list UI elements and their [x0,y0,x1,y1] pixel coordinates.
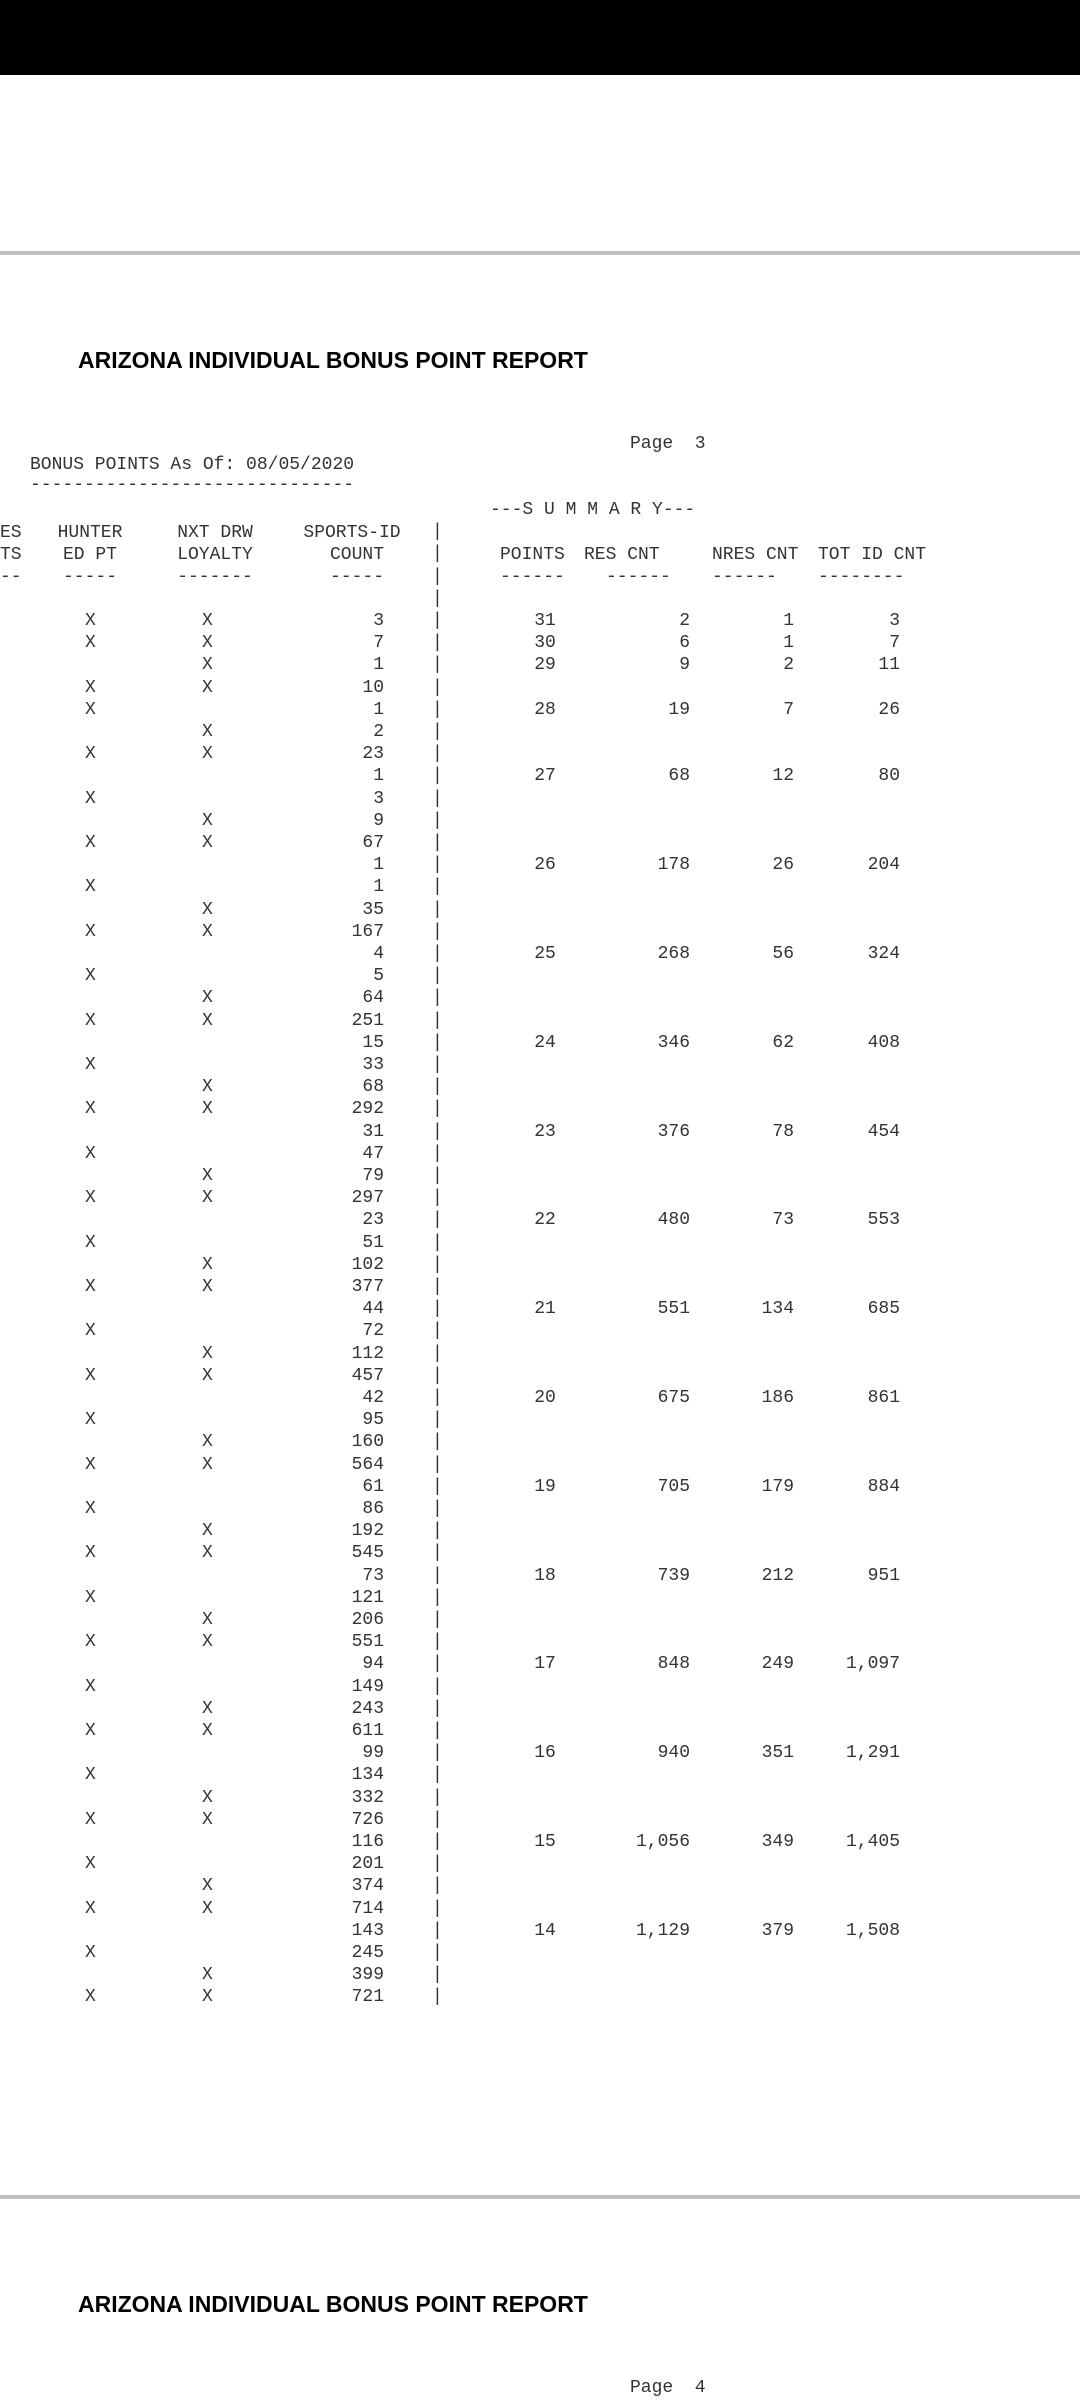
report-title-page-4: ARIZONA INDIVIDUAL BONUS POINT REPORT [78,2291,588,2317]
res-cnt-cell: 19 [668,699,690,720]
nxt-header-line-1: NXT DRW [177,523,253,543]
res-cnt-cell: 178 [657,855,690,876]
loyalty-cell: X [202,921,213,942]
loyalty-cell: X [202,1521,213,1542]
separator-pipe: | [432,1898,443,1919]
separator-pipe: | [432,833,443,853]
tot-id-cnt-cell: 324 [867,944,900,964]
separator-pipe: | [432,1166,443,1186]
separator-pipe: | [432,744,443,765]
res-cnt-cell: 551 [657,1299,690,1320]
count-cell: 112 [351,1343,384,1364]
points-cell: 19 [534,1476,556,1497]
loyalty-cell: X [202,1010,213,1031]
count-cell: 292 [351,1099,384,1120]
nres-cnt-cell: 179 [761,1476,794,1497]
hunter-cell: X [85,699,96,720]
tot-id-cnt-cell: 11 [878,655,900,676]
count-cell: 206 [351,1610,384,1630]
nres-cnt-cell: 134 [761,1299,794,1320]
separator-pipe: | [432,1987,443,2008]
separator-pipe: | [432,1809,443,1830]
separator-pipe: | [432,1299,443,1320]
loyalty-cell: X [202,1898,213,1919]
separator-pipe: | [432,1321,443,1342]
tot-id-cnt-cell: 553 [867,1210,900,1231]
res-cnt-cell: 2 [679,611,690,631]
count-cell: 99 [362,1743,384,1764]
hunter-cell: X [85,1277,96,1297]
nxt-header-line-3: ------- [177,567,253,587]
count-cell: 251 [351,1010,384,1031]
separator-pipe: | [432,899,443,920]
count-cell: 5 [373,966,384,987]
res-cnt-header: RES CNT [584,545,660,565]
count-cell: 545 [351,1543,384,1564]
tot-id-cnt-cell: 204 [867,855,900,876]
count-cell: 116 [351,1832,384,1852]
loyalty-cell: X [202,810,213,831]
loyalty-cell: X [202,1432,213,1453]
count-cell: 23 [362,1210,384,1231]
loyalty-cell: X [202,899,213,920]
summary-title: ---S U M M A R Y--- [490,500,696,520]
separator-pipe: | [432,1854,443,1875]
count-cell: 332 [351,1787,384,1808]
nres-cnt-cell: 78 [772,1121,794,1142]
hunter-header-line-2: ED PT [62,545,117,565]
points-cell: 25 [534,944,556,964]
points-cell: 23 [534,1121,556,1142]
hunter-header-line-3: ----- [62,567,117,587]
points-cell: 15 [534,1832,556,1852]
hunter-cell: X [85,611,96,631]
hunter-cell: X [85,1454,96,1475]
points-cell: 20 [534,1388,556,1408]
count-cell: 44 [362,1299,384,1320]
points-cell: 22 [534,1210,556,1231]
hunter-cell: X [85,1188,96,1209]
hunter-cell: X [85,1410,96,1431]
count-cell: 121 [351,1587,384,1608]
count-cell: 95 [362,1410,384,1431]
count-cell: 72 [362,1321,384,1342]
separator-pipe: | [432,1210,443,1231]
res-cnt-header-rule: ------ [606,567,671,587]
count-cell: 245 [351,1943,384,1963]
loyalty-cell: X [202,655,213,676]
points-cell: 27 [534,766,556,787]
sports-header-line-2: COUNT [329,545,384,565]
res-cnt-cell: 940 [657,1743,690,1764]
hunter-cell: X [85,1055,96,1075]
separator-pipe: | [432,1521,443,1542]
loyalty-cell: X [202,611,213,631]
separator-pipe: | [432,611,443,631]
hunter-cell: X [85,1632,96,1653]
count-cell: 3 [373,611,384,631]
res-cnt-cell: 739 [657,1565,690,1586]
tot-id-cnt-cell: 3 [889,611,900,631]
count-cell: 73 [362,1565,384,1586]
count-cell: 1 [373,655,384,676]
res-cnt-cell: 6 [679,633,690,654]
count-cell: 192 [351,1521,384,1542]
separator-pipe: | [432,1698,443,1719]
hunter-cell: X [85,1809,96,1830]
loyalty-cell: X [202,833,213,853]
separator-pipe: | [432,722,443,742]
count-cell: 67 [362,833,384,853]
tot-id-cnt-cell: 408 [867,1032,900,1053]
separator-pipe: | [432,1055,443,1075]
hunter-cell: X [85,1321,96,1342]
res-cnt-cell: 848 [657,1654,690,1675]
points-header: POINTS [500,545,565,565]
count-cell: 714 [351,1898,384,1919]
hunter-cell: X [85,921,96,942]
loyalty-cell: X [202,1721,213,1741]
count-cell: 1 [373,855,384,876]
count-cell: 94 [362,1654,384,1675]
separator-pipe: | [432,1343,443,1364]
hunter-cell: X [85,1365,96,1386]
res-cnt-cell: 1,056 [635,1832,690,1852]
count-cell: 9 [373,810,384,831]
res-cnt-cell: 1,129 [635,1920,690,1941]
as-of-underline: ------------------------------ [30,475,355,495]
count-cell: 721 [351,1987,384,2008]
tot-id-cnt-cell: 1,097 [845,1654,900,1675]
count-cell: 79 [362,1166,384,1186]
count-cell: 201 [351,1854,384,1875]
separator-pipe: | [432,1121,443,1142]
loyalty-cell: X [202,744,213,765]
separator-pipe: | [432,1565,443,1586]
separator-pipe: | [432,1254,443,1275]
separator-pipe: | [432,1920,443,1941]
loyalty-cell: X [202,1876,213,1897]
loyalty-cell: X [202,1077,213,1098]
nres-cnt-cell: 1 [783,611,794,631]
separator-pipe: | [432,944,443,964]
loyalty-cell: X [202,1166,213,1186]
cut-header-line-2: TS [0,545,22,565]
tot-id-cnt-cell: 1,405 [845,1832,900,1852]
separator-pipe: | [432,1099,443,1120]
count-cell: 3 [373,788,384,809]
res-cnt-cell: 9 [679,655,690,676]
separator-pipe: | [432,1832,443,1852]
count-cell: 243 [351,1698,384,1719]
loyalty-cell: X [202,722,213,742]
tot-id-cnt-cell: 1,508 [845,1920,900,1941]
count-cell: 1 [373,766,384,787]
count-cell: 86 [362,1499,384,1519]
separator-pipe: | [432,1232,443,1253]
count-cell: 51 [362,1232,384,1253]
loyalty-cell: X [202,1809,213,1830]
nres-cnt-header-rule: ------ [712,567,777,587]
hunter-cell: X [85,1676,96,1697]
loyalty-cell: X [202,1698,213,1719]
hunter-cell: X [85,1099,96,1120]
count-cell: 1 [373,699,384,720]
nres-cnt-cell: 186 [761,1388,794,1408]
separator-pipe: | [432,855,443,876]
separator-pipe: | [432,1587,443,1608]
hunter-cell: X [85,1543,96,1564]
hunter-header-line-1: HUNTER [57,523,123,543]
count-cell: 611 [351,1721,384,1741]
separator-pipe: | [432,1143,443,1164]
separator-pipe: | [432,699,443,720]
res-cnt-cell: 705 [657,1476,690,1497]
loyalty-cell: X [202,988,213,1009]
top-black-bar [0,0,1080,75]
separator-pipe: | [432,788,443,809]
count-cell: 15 [362,1032,384,1053]
count-cell: 399 [351,1965,384,1986]
loyalty-cell: X [202,1343,213,1364]
nres-cnt-cell: 2 [783,655,794,676]
loyalty-cell: X [202,1610,213,1630]
res-cnt-cell: 268 [657,944,690,964]
points-cell: 24 [534,1032,556,1053]
separator-pipe: | [432,1965,443,1986]
count-cell: 10 [362,677,384,698]
hunter-cell: X [85,1010,96,1031]
separator-pipe: | [432,810,443,831]
nres-cnt-cell: 7 [783,699,794,720]
res-cnt-cell: 675 [657,1388,690,1408]
count-cell: 35 [362,899,384,920]
as-of-date: BONUS POINTS As Of: 08/05/2020 [30,455,355,475]
points-cell: 21 [534,1299,556,1320]
loyalty-cell: X [202,1277,213,1297]
points-header-rule: ------ [500,567,565,587]
count-cell: 7 [373,633,384,654]
loyalty-cell: X [202,1965,213,1986]
nres-cnt-cell: 349 [761,1832,794,1852]
separator-pipe: | [432,1943,443,1963]
hunter-cell: X [85,1943,96,1963]
tot-id-cnt-cell: 951 [867,1565,900,1586]
hunter-cell: X [85,1721,96,1741]
hunter-cell: X [85,1987,96,2008]
nres-cnt-cell: 73 [772,1210,794,1231]
separator-pipe: | [432,1010,443,1031]
points-cell: 29 [534,655,556,676]
page-divider-2 [0,2195,1080,2199]
loyalty-cell: X [202,1787,213,1808]
loyalty-cell: X [202,1454,213,1475]
points-cell: 28 [534,699,556,720]
separator-pipe: | [432,677,443,698]
tot-id-cnt-cell: 884 [867,1476,900,1497]
report-title: ARIZONA INDIVIDUAL BONUS POINT REPORT [78,347,588,373]
separator-pipe: | [432,1721,443,1741]
loyalty-cell: X [202,633,213,654]
separator-pipe: | [432,566,443,587]
separator-pipe: | [432,1032,443,1053]
separator-pipe: | [432,1277,443,1297]
hunter-cell: X [85,677,96,698]
separator-pipe: | [432,1765,443,1786]
count-cell: 33 [362,1055,384,1075]
count-cell: 564 [351,1454,384,1475]
count-cell: 134 [351,1765,384,1786]
cut-header-line-1: ES [0,523,22,543]
separator-pipe: | [432,1454,443,1475]
count-cell: 64 [362,988,384,1009]
count-cell: 297 [351,1188,384,1209]
count-cell: 61 [362,1476,384,1497]
separator-pipe: | [432,877,443,898]
separator-pipe: | [432,588,443,609]
separator-pipe: | [432,921,443,942]
separator-pipe: | [432,1077,443,1098]
nres-cnt-cell: 12 [772,766,794,787]
hunter-cell: X [85,788,96,809]
count-cell: 1 [373,877,384,898]
separator-pipe: | [432,1610,443,1630]
tot-id-cnt-cell: 7 [889,633,900,654]
separator-pipe: | [432,1365,443,1386]
count-cell: 457 [351,1365,384,1386]
tot-id-cnt-cell: 1,291 [845,1743,900,1764]
loyalty-cell: X [202,1254,213,1275]
count-cell: 31 [362,1121,384,1142]
separator-pipe: | [432,1432,443,1453]
hunter-cell: X [85,877,96,898]
count-cell: 167 [351,921,384,942]
page-number: Page 3 [630,434,706,454]
count-cell: 551 [351,1632,384,1653]
separator-pipe: | [432,766,443,787]
points-cell: 14 [534,1920,556,1941]
separator-pipe: | [432,1476,443,1497]
nres-cnt-cell: 212 [761,1565,794,1586]
res-cnt-cell: 68 [668,766,690,787]
hunter-cell: X [85,1143,96,1164]
nres-cnt-cell: 379 [761,1920,794,1941]
hunter-cell: X [85,1765,96,1786]
count-cell: 143 [351,1920,384,1941]
count-cell: 102 [351,1254,384,1275]
sports-header-line-1: SPORTS-ID [303,523,401,543]
hunter-cell: X [85,633,96,654]
separator-pipe: | [432,1743,443,1764]
nxt-header-line-2: LOYALTY [177,545,253,565]
separator-pipe: | [432,1543,443,1564]
res-cnt-cell: 346 [657,1032,690,1053]
points-cell: 30 [534,633,556,654]
count-cell: 47 [362,1143,384,1164]
separator-pipe: | [432,544,443,565]
count-cell: 2 [373,722,384,742]
count-cell: 42 [362,1388,384,1408]
points-cell: 31 [534,611,556,631]
hunter-cell: X [85,744,96,765]
cut-header-line-3: -- [0,567,22,587]
separator-pipe: | [432,1632,443,1653]
hunter-cell: X [85,1898,96,1919]
nres-cnt-cell: 62 [772,1032,794,1053]
loyalty-cell: X [202,1987,213,2008]
loyalty-cell: X [202,677,213,698]
count-cell: 726 [351,1809,384,1830]
nres-cnt-cell: 249 [761,1654,794,1675]
points-cell: 26 [534,855,556,876]
tot-id-cnt-header-rule: -------- [818,567,905,587]
loyalty-cell: X [202,1188,213,1209]
count-cell: 377 [351,1277,384,1297]
nres-cnt-cell: 56 [772,944,794,964]
separator-pipe: | [432,1654,443,1675]
separator-pipe: | [432,1787,443,1808]
separator-pipe: | [432,1499,443,1519]
page-divider-1 [0,251,1080,255]
tot-id-cnt-cell: 685 [867,1299,900,1320]
sports-header-line-3: ----- [329,567,384,587]
hunter-cell: X [85,1499,96,1519]
tot-id-cnt-cell: 454 [867,1121,900,1142]
separator-pipe: | [432,1410,443,1431]
count-cell: 4 [373,944,384,964]
points-cell: 18 [534,1565,556,1586]
tot-id-cnt-cell: 80 [878,766,900,787]
separator-pipe: | [432,988,443,1009]
nres-cnt-cell: 26 [772,855,794,876]
separator-pipe: | [432,1876,443,1897]
count-cell: 23 [362,744,384,765]
count-cell: 68 [362,1077,384,1098]
hunter-cell: X [85,1587,96,1608]
separator-pipe: | [432,633,443,654]
tot-id-cnt-cell: 861 [867,1388,900,1408]
page-number-4: Page 4 [630,2378,706,2398]
nres-cnt-cell: 351 [761,1743,794,1764]
separator-pipe: | [432,1388,443,1408]
points-cell: 16 [534,1743,556,1764]
separator-pipe: | [432,1188,443,1209]
count-cell: 149 [351,1676,384,1697]
separator-pipe: | [432,966,443,987]
separator-pipe: | [432,522,443,543]
count-cell: 374 [351,1876,384,1897]
tot-id-cnt-header: TOT ID CNT [818,545,927,565]
hunter-cell: X [85,966,96,987]
nres-cnt-cell: 1 [783,633,794,654]
hunter-cell: X [85,1854,96,1875]
loyalty-cell: X [202,1543,213,1564]
hunter-cell: X [85,1232,96,1253]
res-cnt-cell: 376 [657,1121,690,1142]
loyalty-cell: X [202,1099,213,1120]
separator-pipe: | [432,1676,443,1697]
separator-pipe: | [432,655,443,676]
nres-cnt-header: NRES CNT [712,545,799,565]
res-cnt-cell: 480 [657,1210,690,1231]
tot-id-cnt-cell: 26 [878,699,900,720]
hunter-cell: X [85,833,96,853]
loyalty-cell: X [202,1365,213,1386]
points-cell: 17 [534,1654,556,1675]
loyalty-cell: X [202,1632,213,1653]
count-cell: 160 [351,1432,384,1453]
